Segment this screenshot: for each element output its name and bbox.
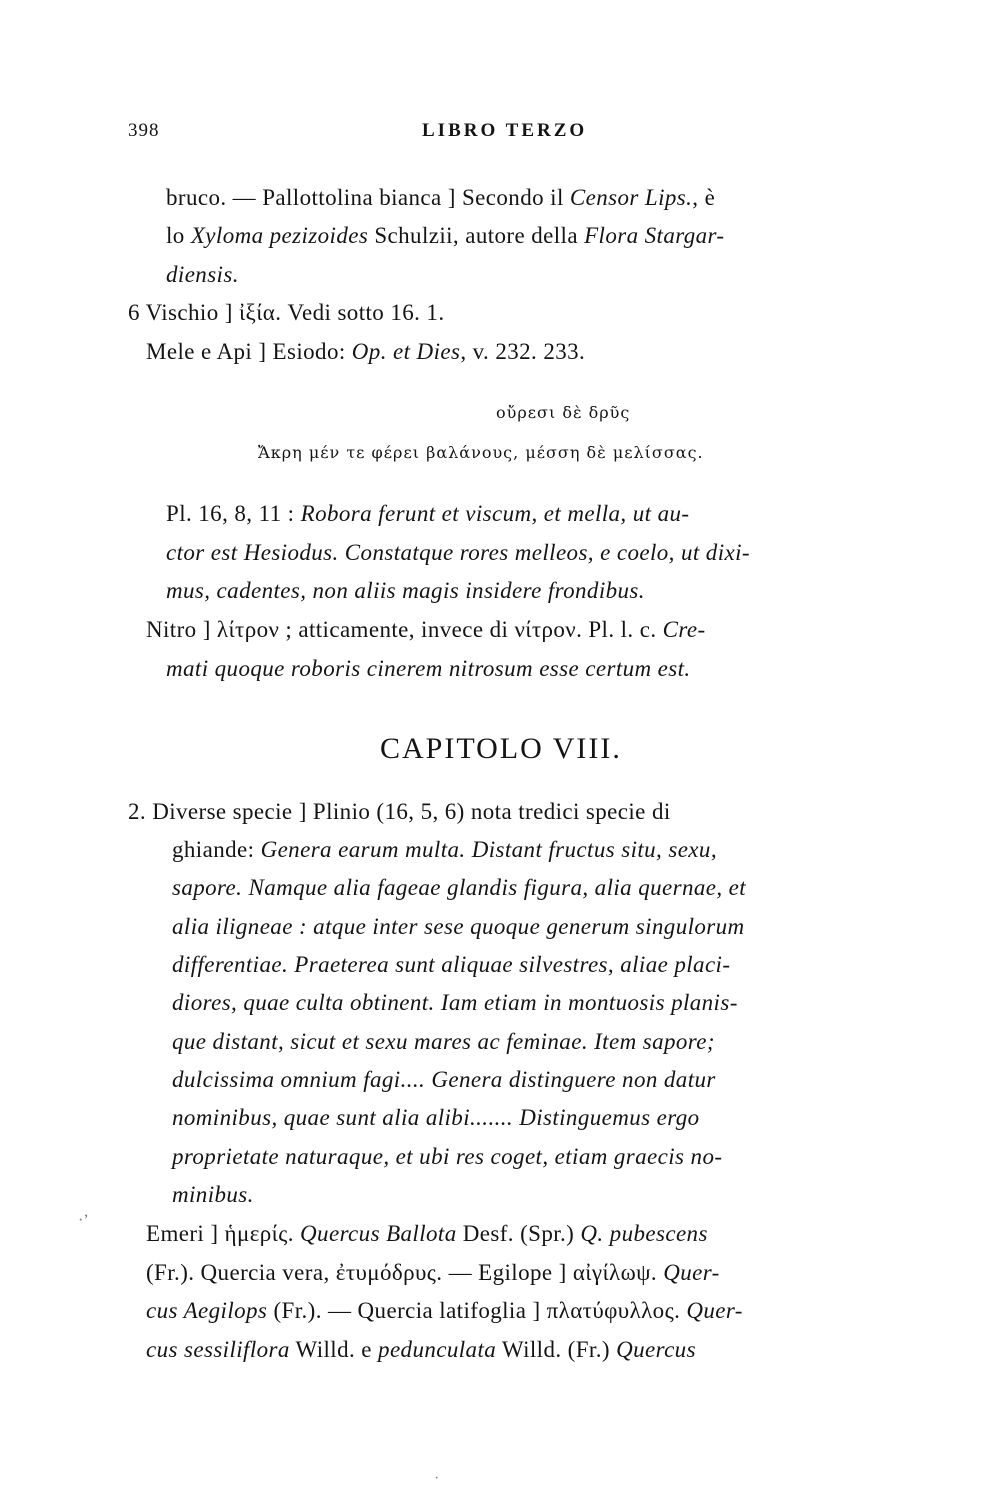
entry2-line11: minibus. bbox=[172, 1182, 254, 1207]
italic-span: pedunculata bbox=[378, 1337, 497, 1362]
text-span: Mele e Api ] Esiodo: bbox=[146, 339, 352, 364]
nitro-line1 bbox=[146, 615, 706, 645]
margin-mark: ·’ bbox=[78, 1212, 89, 1229]
entry6-line2 bbox=[146, 337, 585, 367]
bottom-speck: · bbox=[434, 1470, 440, 1487]
italic-span: Op. et Dies bbox=[351, 339, 461, 364]
italic-span: cus Aegilops bbox=[146, 1298, 268, 1323]
text-span: Schulzii, autore della bbox=[368, 223, 585, 248]
entry2-line2 bbox=[172, 835, 717, 865]
running-title: LIBRO TERZO bbox=[422, 120, 588, 141]
emeri-line1 bbox=[146, 1219, 708, 1249]
entry6-line1: 6 Vischio ] ἰξία. Vedi sotto 16. 1. bbox=[128, 300, 445, 325]
para1-line1 bbox=[166, 183, 715, 213]
entry2-line9: nominibus, quae sunt alia alibi....... Distinguemus ergo bbox=[172, 1105, 700, 1130]
para1-line3: diensis. bbox=[166, 262, 239, 287]
italic-span: Flora Stargar- bbox=[584, 223, 725, 248]
pliny-line3: mus, cadentes, non aliis magis insidere frondibus. bbox=[166, 578, 645, 603]
text-span: Willd. e bbox=[289, 1337, 379, 1362]
italic-span: Censor Lips. bbox=[569, 185, 693, 210]
italic-span: Cre- bbox=[662, 617, 706, 642]
emeri-line4 bbox=[146, 1335, 696, 1365]
text-span: Emeri ] ἡμερίς. bbox=[146, 1221, 301, 1246]
emeri-line3 bbox=[146, 1296, 743, 1326]
text-span: Pl. 16, 8, 11 : bbox=[166, 501, 301, 526]
italic-span: Quer- bbox=[686, 1298, 743, 1323]
text-span: bruco. — Pallottolina bianca ] Secondo il bbox=[166, 185, 570, 210]
text-span: ghiande: bbox=[172, 837, 261, 862]
italic-span: cus sessiliflora bbox=[146, 1337, 290, 1362]
pliny-line1 bbox=[166, 499, 689, 529]
text-span: (Fr.). — Quercia latifoglia ] πλατύφυλλος. bbox=[267, 1298, 687, 1323]
para1-line2 bbox=[166, 221, 725, 251]
entry2-line6: diores, quae culta obtinent. Iam etiam in montuosis planis- bbox=[172, 990, 738, 1015]
text-span: , v. 232. 233. bbox=[460, 339, 586, 364]
entry2-line7: que distant, sicut et sexu mares ac feminae. Item sapore; bbox=[172, 1029, 715, 1054]
greek-verse-line2: Ἄκρη μέν τε φέρει βαλάνους, μέσση δὲ μελίσσας. bbox=[258, 443, 704, 462]
greek-verse-line1: οὔρεσι δὲ δρῦς bbox=[496, 403, 631, 422]
entry2-line4: alia iligneae : atque inter sese quoque generum singulorum bbox=[172, 914, 745, 939]
italic-span: Quercus Ballota bbox=[300, 1221, 457, 1246]
italic-span: Genera earum multa. Distant fructus situ, sexu, bbox=[260, 837, 717, 862]
italic-span: Robora ferunt et viscum, et mella, ut au- bbox=[300, 501, 690, 526]
entry2-line8: dulcissima omnium fagi.... Genera distinguere non datur bbox=[172, 1067, 716, 1092]
text-span: Willd. (Fr.) bbox=[496, 1337, 617, 1362]
text-span: Nitro ] λίτρον ; atticamente, invece di νίτρον. Pl. l. c. bbox=[146, 617, 663, 642]
italic-span: Xyloma pezizoides bbox=[190, 223, 369, 248]
text-span: , è bbox=[692, 185, 716, 210]
entry2-line10: proprietate naturaque, et ubi res coget, etiam graecis no- bbox=[172, 1144, 723, 1169]
text-span: (Fr.). Quercia vera, ἐτυμόδρυς. — Egilope ] αἰγίλωψ. bbox=[146, 1260, 664, 1285]
page-number: 398 bbox=[128, 120, 160, 141]
emeri-line2 bbox=[146, 1258, 720, 1288]
pliny-line2: ctor est Hesiodus. Constatque rores melleos, e coelo, ut dixi- bbox=[166, 540, 750, 565]
italic-span: Quercus bbox=[616, 1337, 696, 1362]
entry2-line1: 2. Diverse specie ] Plinio (16, 5, 6) nota tredici specie di bbox=[128, 799, 671, 824]
text-span: Desf. (Spr.) bbox=[456, 1221, 581, 1246]
entry2-line5: differentiae. Praeterea sunt aliquae silvestres, aliae placi- bbox=[172, 952, 731, 977]
italic-span: Q. pubescens bbox=[580, 1221, 708, 1246]
chapter-title: CAPITOLO VIII. bbox=[380, 732, 622, 765]
nitro-line2: mati quoque roboris cinerem nitrosum esse certum est. bbox=[166, 656, 691, 681]
entry2-line3: sapore. Namque alia fageae glandis figura, alia quernae, et bbox=[172, 875, 747, 900]
text-span: lo bbox=[166, 223, 191, 248]
italic-span: Quer- bbox=[663, 1260, 720, 1285]
